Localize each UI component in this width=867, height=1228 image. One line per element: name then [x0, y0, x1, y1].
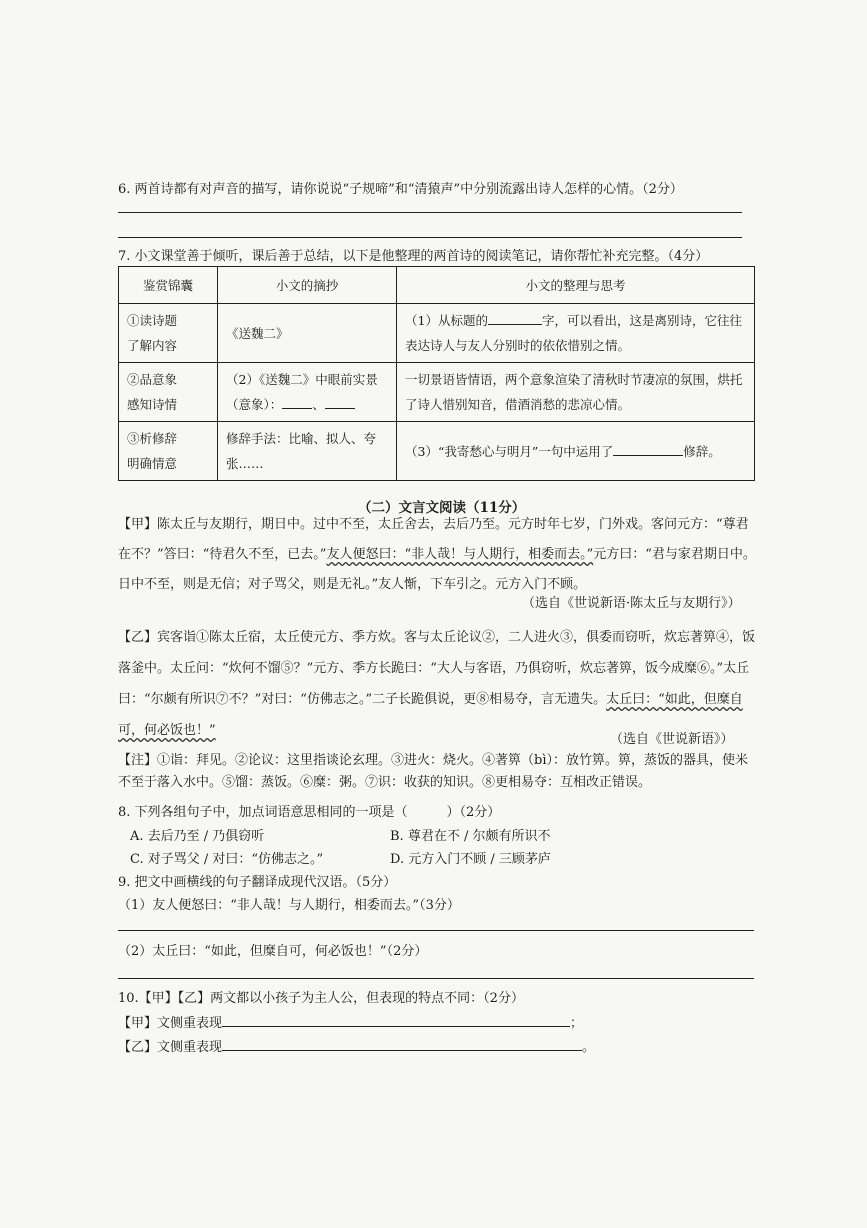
blank-field[interactable] [613, 443, 683, 456]
passage-jia [118, 510, 758, 600]
question-10-jia-label: 【甲】文侧重表现 [118, 1016, 223, 1031]
blank-field[interactable] [282, 396, 312, 409]
think-text: （3）“我寄愁心与明月”一句中运用了 [405, 443, 614, 459]
question-10-yi [118, 1036, 595, 1055]
think-text: 修辞。 [683, 443, 721, 459]
question-8: 8. 下列各组句子中，加点词语意思相同的一项是（ ）（2分） [118, 805, 501, 820]
tip-cell: ②品意象 感知诗情 [119, 363, 218, 422]
reading-notes-table [118, 266, 755, 481]
table-row [119, 422, 755, 481]
think-text: （1）从标题的 [405, 313, 488, 328]
think-cell [397, 422, 755, 481]
answer-line[interactable] [118, 212, 742, 213]
option-b[interactable]: B. 尊君在不 / 尔颇有所识不 [390, 829, 551, 844]
tip-cell: ①读诗题 了解内容 [119, 304, 218, 363]
answer-line[interactable] [118, 978, 754, 979]
passage-text: 元方曰：“君与家君期日中。日中不至，则是无信；对子骂父，则是无礼。”友人惭，下车引之。元方入门不顾。 [118, 547, 756, 592]
question-9: 9. 把文中画横线的句子翻译成现代汉语。（5分） [118, 875, 397, 890]
think-cell [397, 304, 755, 363]
punctuation: ； [570, 1016, 584, 1031]
question-10-yi-label: 【乙】文侧重表现 [118, 1040, 223, 1055]
blank-field[interactable] [325, 396, 355, 409]
answer-line[interactable] [118, 930, 754, 931]
question-6: 6. 两首诗都有对声音的描写，请你说说“子规啼”和“清猿声”中分别流露出诗人怎样的心情。（2分） [118, 182, 683, 197]
punctuation: 。 [582, 1040, 596, 1055]
option-c[interactable]: C. 对子骂父 / 对曰：“仿佛志之。” [130, 852, 324, 867]
excerpt-cell: 修辞手法：比喻、拟人、夸张…… [218, 422, 397, 481]
question-7: 7. 小文课堂善于倾听，课后善于总结，以下是他整理的两首诗的阅读笔记，请你帮忙补充完整。（4分） [118, 249, 709, 264]
source-citation: （选自《世说新语·陈太丘与友期行》） [522, 596, 741, 611]
excerpt-cell: 《送魏二》 [218, 304, 397, 363]
excerpt-text: （2）《送魏二》中眼前实景（意象）： [226, 372, 378, 412]
option-a[interactable]: A. 去后乃至 / 乃俱窃听 [130, 829, 265, 844]
table-header: 鉴赏锦囊 [119, 267, 218, 304]
blank-field[interactable] [222, 1038, 582, 1051]
table-header: 小文的整理与思考 [397, 267, 755, 304]
question-10-jia [118, 1012, 583, 1031]
question-9-part-1: （1）友人便怒曰：“非人哉！与人期行，相委而去。”（3分） [118, 898, 460, 913]
question-9-part-2: （2）太丘曰：“如此，但糜自可，何必饭也！”（2分） [118, 944, 428, 959]
table-header: 小文的摘抄 [218, 267, 397, 304]
passage-text: 【甲】陈太丘与友期行，期日中。过中不至，太丘舍去，去后乃至。元方时年七岁，门外戏。客问元方：“尊君在不？”答曰：“待君久不至，已去。” [118, 517, 749, 562]
tip-cell: ③析修辞 明确情意 [119, 422, 218, 481]
wavy-underlined-sentence: 太丘曰：“如此，但糜自可，何必饭也！” [118, 692, 743, 738]
question-10: 10.【甲】【乙】两文都以小孩子为主人公，但表现的特点不同：（2分） [118, 991, 524, 1006]
blank-field[interactable] [222, 1014, 570, 1027]
option-d[interactable]: D. 元方入门不顾 / 三顾茅庐 [390, 852, 551, 867]
source-citation: （选自《世说新语》） [610, 732, 734, 747]
table-row [119, 304, 755, 363]
excerpt-cell: （2）《送魏二》中眼前实景（意象）： 、 [218, 363, 397, 422]
wavy-underlined-sentence: 友人便怒曰：“非人哉！与人期行，相委而去。” [326, 547, 594, 562]
think-text: 字，可以看出，这是离别诗，它往往表达诗人与友人分别时的依依惜别之情。 [405, 313, 742, 353]
answer-line[interactable] [118, 237, 742, 238]
think-cell: 一切景语皆情语，两个意象渲染了清秋时节凄凉的氛围，烘托了诗人惜别知音，借酒消愁的悲凉心情。 [397, 363, 755, 422]
passage-text: 【乙】宾客诣①陈太丘宿，太丘使元方、季方炊。客与太丘论议②，二人进火③，俱委而窃听，炊忘著箅④，饭落釜中。太丘问：“炊何不馏⑤？”元方、季方长跪曰：“大人与客语，乃俱窃听，炊忘著箅，饭今成糜⑥。”太丘曰：“尔颇有所识⑦不？”对曰：“仿佛志之。”二子长跪俱说，更⑧相易夺，言无遗失。 [118, 630, 756, 707]
section-title: （二）文言文阅读（11分） [358, 500, 526, 516]
annotation-note: 【注】①诣：拜见。②论议：这里指谈论玄理。③进火：烧火。④著箅（bì）：放竹箅。箅，蒸饭的器具，使米不至于落入水中。⑤馏：蒸饭。⑥糜：粥。⑦识：收获的知识。⑧更相易夺：互相改正错误。 [118, 753, 748, 790]
table-row [119, 363, 755, 422]
blank-field[interactable] [488, 312, 542, 325]
